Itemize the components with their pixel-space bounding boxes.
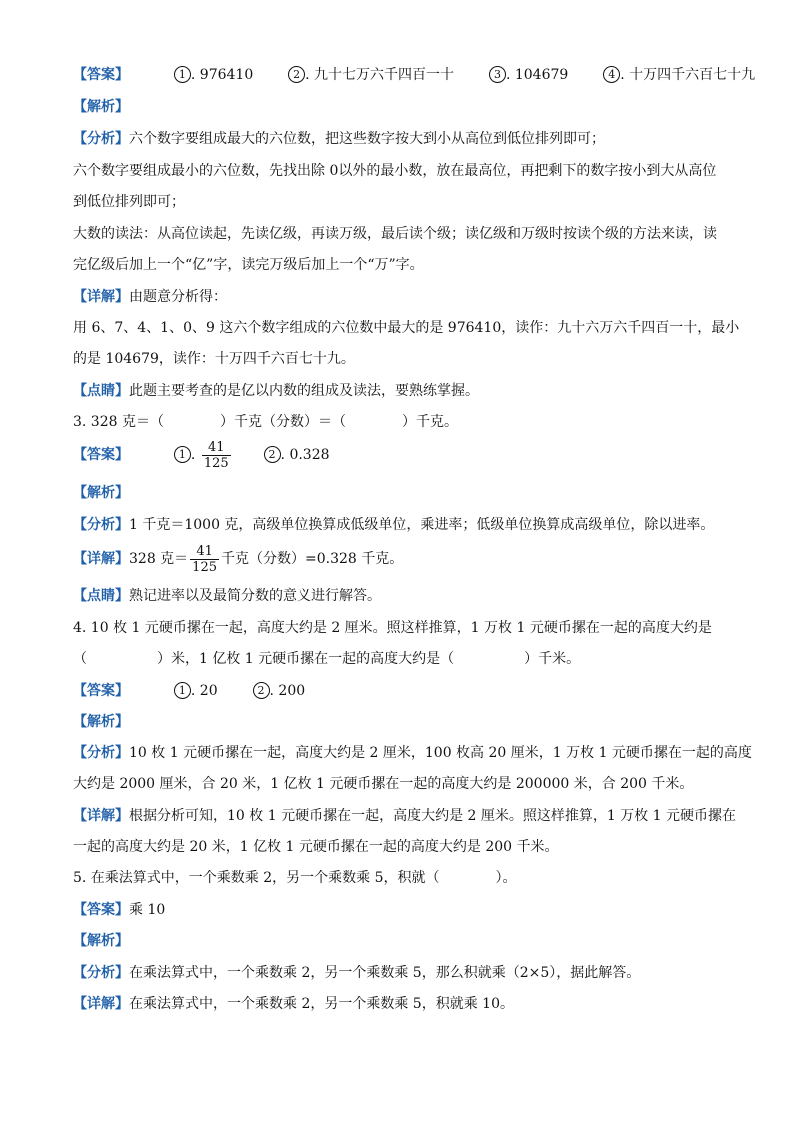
analysis-text: 10 枚 1 元硬币摞在一起，高度大约是 2 厘米，100 枚高 20 厘米，1 万枚 1 元硬币摞在一起的高度 [129,745,752,761]
detail-text: 千克（分数）=0.328 千克。 [221,551,404,567]
q4-analysis [73,744,752,762]
circled-number: 3 [489,66,506,83]
analysis-tag: 【分析】 [73,965,129,981]
analysis-text: 完亿级后加上一个“亿”字，读完万级后加上一个“万”字。 [73,257,424,273]
q4-answer-line [73,682,305,700]
fraction-denominator: 125 [192,559,217,575]
analysis-text: 大数的读法：从高位读起，先读亿级，再读万级，最后读个级；读亿级和万级时按读个级的方法来读，读 [73,226,717,242]
q4-detail [73,807,736,825]
analysis-text: 在乘法算式中，一个乘数乘 2，另一个乘数乘 5，那么积就乘（2×5），据此解答。 [129,965,641,981]
jiexi-tag: 【解析】 [73,933,129,949]
detail-tag: 【详解】 [73,551,129,567]
answer-tag: 【答案】 [73,447,129,463]
detail-tag: 【详解】 [73,289,129,305]
answer-value: . 十万四千六百七十九 [620,67,756,83]
point-text: 熟记进率以及最简分数的意义进行解答。 [129,588,381,604]
q5-detail [73,995,514,1013]
jiexi-tag: 【解析】 [73,485,129,501]
q4-question: （ ）米，1 亿枚 1 元硬币摞在一起的高度大约是（ ）千米。 [73,651,581,667]
analysis-tag: 【分析】 [73,517,129,533]
jiexi-tag: 【解析】 [73,99,129,115]
answer-value: . 200 [269,683,306,699]
q2-detail [73,288,227,306]
point-tag: 【点睛】 [73,588,129,604]
answer-value: . 104679 [505,67,569,83]
detail-text: 一起的高度大约是 20 米，1 亿枚 1 元硬币摞在一起的高度大约是 200 千米。 [73,839,559,855]
q2-point [73,382,479,400]
detail-tag: 【详解】 [73,996,129,1012]
q3-answer-line: 【答案】 1 . $\frac{41}{125}$ 2 . 0.328 [73,439,330,471]
point-tag: 【点睛】 [73,383,129,399]
circled-number: 4 [603,66,620,83]
answer-tag: 【答案】 [73,683,129,699]
analysis-tag: 【分析】 [73,745,129,761]
answer-value: . 0.328 [280,447,330,463]
detail-text: 328 克＝ [129,551,189,567]
detail-text: 根据分析可知，10 枚 1 元硬币摞在一起，高度大约是 2 厘米。照这样推算，1 万枚 1 元硬币摞在 [129,808,737,824]
point-text: 此题主要考查的是亿以内数的组成及读法，要熟练掌握。 [129,383,479,399]
circled-number: 1 [174,66,191,83]
circled-number: 2 [288,66,305,83]
fraction [190,544,219,575]
q2-analysis [73,130,605,148]
answer-value: . 九十七万六千四百一十 [305,67,455,83]
circled-number: 1 [174,446,191,463]
fraction [202,440,231,471]
answer-value: . 976410 [190,67,254,83]
fraction-numerator: 41 [202,440,231,456]
circled-number: 2 [253,682,270,699]
fraction-denominator: 125 [203,455,229,471]
answer-tag: 【答案】 [73,67,129,83]
q5-question: 5. 在乘法算式中，一个乘数乘 2，另一个乘数乘 5，积就（ ）。 [73,870,517,886]
analysis-text: 六个数字要组成最大的六位数，把这些数字按大到小从高位到低位排列即可； [129,131,605,147]
q5-analysis [73,964,640,982]
q3-detail [73,541,403,577]
answer-value: 乘 10 [129,902,166,918]
q5-answer-line [73,901,165,919]
q4-question: 4. 10 枚 1 元硬币摞在一起，高度大约是 2 厘米。照这样推算，1 万枚 1 元硬币摞在一起的高度大约是 [73,620,712,636]
jiexi-tag: 【解析】 [73,714,129,730]
circled-number: 2 [264,446,281,463]
detail-text: 在乘法算式中，一个乘数乘 2，另一个乘数乘 5，积就乘 10。 [129,996,514,1012]
analysis-text: 到低位排列即可； [73,194,185,210]
detail-tag: 【详解】 [73,808,129,824]
q3-point [73,587,381,605]
fraction-numerator: 41 [190,544,219,560]
analysis-text: 大约是 2000 厘米，合 20 米，1 亿枚 1 元硬币摞在一起的高度大约是 200000 米，合 200 千米。 [73,776,694,792]
circled-number: 1 [174,682,191,699]
answer-tag: 【答案】 [73,902,129,918]
q3-analysis [73,516,714,534]
analysis-text: 六个数字要组成最小的六位数，先找出除 0以外的最小数，放在最高位，再把剩下的数字按小到大从高位 [73,163,717,179]
q2-answer-line [73,66,755,84]
detail-text: 的是 104679，读作：十万四千六百七十九。 [73,351,355,367]
detail-text: 由题意分析得： [129,289,227,305]
detail-text: 用 6、7、4、1、0、9 这六个数字组成的六位数中最大的是 976410，读作：九十六万六千四百一十，最小 [73,320,740,336]
analysis-tag: 【分析】 [73,131,129,147]
q3-question: 3. 328 克＝（ ）千克（分数）＝（ ）千克。 [73,414,458,430]
analysis-text: 1 千克＝1000 克，高级单位换算成低级单位，乘进率；低级单位换算成高级单位，除以进率。 [129,517,715,533]
answer-value: . 20 [190,683,218,699]
